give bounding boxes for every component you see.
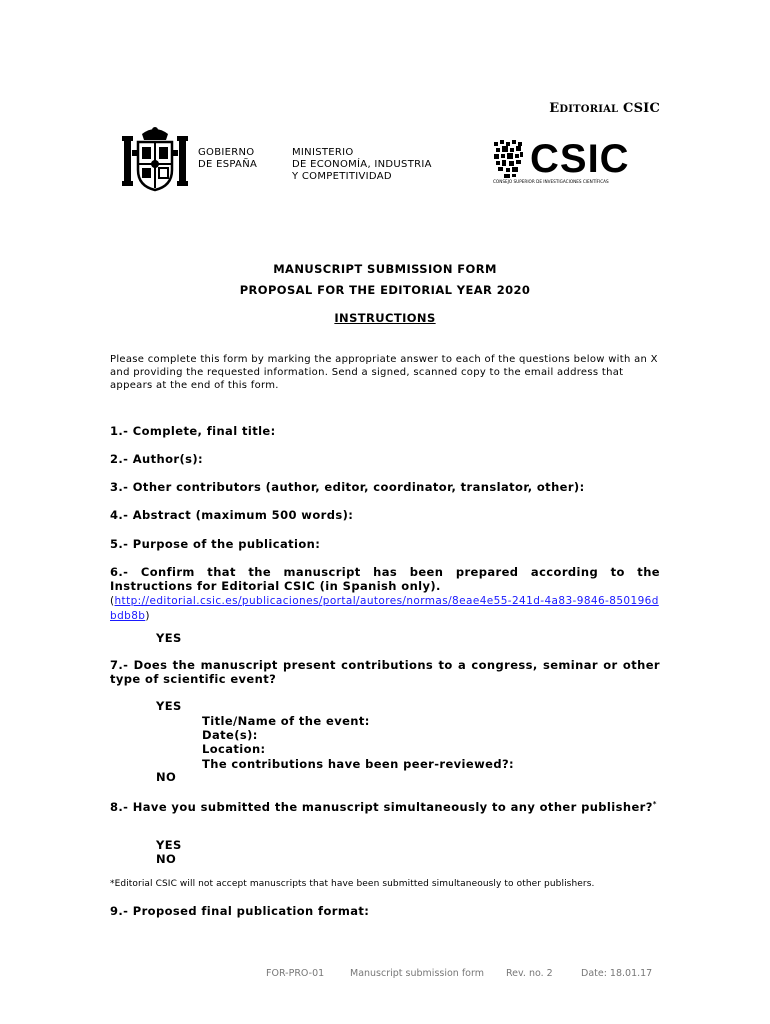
question-9: 9.- Proposed final publication format: [110,904,370,918]
link-paren-open: ( [110,595,115,607]
editorial-initial: E [549,101,560,116]
ministry-line-1: MINISTERIO [292,147,354,158]
q8-yes-option[interactable]: YES [156,838,182,852]
q6-yes-option[interactable]: YES [156,631,182,645]
q7-peer-reviewed-label: The contributions have been peer-reviewed?: [202,757,515,771]
intro-paragraph: Please complete this form by marking the appropriate answer to each of the questions below with an X and providing the requested information. Send a signed, scanned copy to the email address that appears at the end of this form. [110,354,658,391]
form-title: MANUSCRIPT SUBMISSION FORM [273,262,497,276]
question-2: 2.- Author(s): [110,452,204,466]
gov-line-1: GOBIERNO [198,147,255,158]
footer-code: FOR-PRO-01 [266,968,325,979]
editorial-rest: DITORIAL [559,104,619,115]
gov-line-2: DE ESPAÑA [198,159,258,170]
q7-location-label: Location: [202,742,266,756]
question-4: 4.- Abstract (maximum 500 words): [110,508,354,522]
ministry-line-3: Y COMPETITIVIDAD [292,171,392,182]
question-8-text: 8.- Have you submitted the manuscript simultaneously to any other publisher? [110,799,653,814]
editorial-csic: CSIC [623,101,660,116]
question-3: 3.- Other contributors (author, editor, coordinator, translator, other): [110,480,585,494]
q7-dates-label: Date(s): [202,728,258,742]
ministry-line-2: DE ECONOMÍA, INDUSTRIA [292,159,432,170]
q7-no-option[interactable]: NO [156,770,177,784]
csic-logo-text: CSIC [530,138,630,181]
q7-event-title-label: Title/Name of the event: [202,714,370,728]
instructions-heading: INSTRUCTIONS [334,311,436,325]
question-6 [110,565,660,623]
question-1: 1.- Complete, final title: [110,424,276,438]
gobierno-de-espana-text [198,147,257,171]
question-6-text: 6.- Confirm that the manuscript has been prepared according to the Instructions for Editorial CSIC (in Spanish only). [110,565,660,593]
question-8 [110,797,660,814]
q7-yes-option[interactable]: YES [156,699,182,713]
editorial-csic-header [549,101,660,116]
csic-logo-subtitle: CONSEJO SUPERIOR DE INVESTIGACIONES CIENTÍFICAS [493,179,609,184]
csic-logo [492,138,672,186]
footer-revision: Rev. no. 2 [506,968,553,979]
q8-no-option[interactable]: NO [156,852,177,866]
q8-footnote: *Editorial CSIC will not accept manuscripts that have been submitted simultaneously to other publishers. [110,879,595,889]
question-7: 7.- Does the manuscript present contributions to a congress, seminar or other type of scientific event? [110,658,660,686]
question-8-footnote-mark: * [652,800,657,808]
instructions-link[interactable]: http://editorial.csic.es/publicaciones/portal/autores/normas/8eae4e55-241d-4a83-9846-850196dbdb8b [110,595,659,622]
footer-form-name: Manuscript submission form [350,968,484,979]
form-subtitle: PROPOSAL FOR THE EDITORIAL YEAR 2020 [239,283,531,297]
ministry-text [292,147,432,183]
footer-date: Date: 18.01.17 [581,968,653,979]
coat-of-arms-logo [122,126,188,192]
link-paren-close: ) [145,610,150,622]
question-5: 5.- Purpose of the publication: [110,537,321,551]
